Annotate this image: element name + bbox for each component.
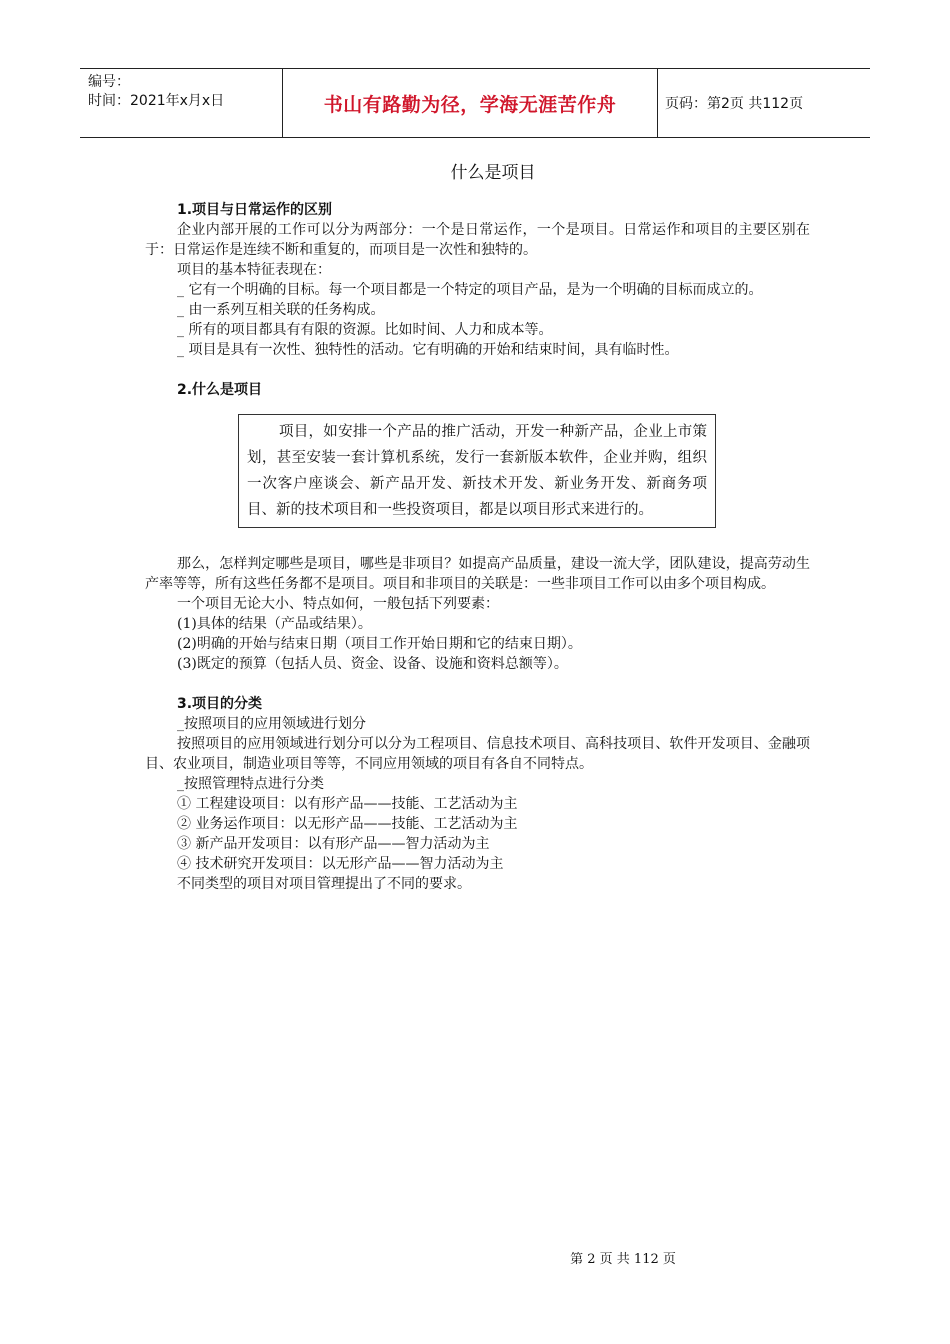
header-page-info: 页码：第2页 共112页 (665, 96, 804, 112)
number-label: 编号： (88, 74, 130, 90)
category-item: ① 工程建设项目：以有形产品——技能、工艺活动为主 (177, 796, 518, 812)
category-item: ③ 新产品开发项目：以有形产品——智力活动为主 (177, 836, 490, 852)
section1-bullet: _ 由一系列互相关联的任务构成。 (177, 302, 385, 318)
element-item: (1)具体的结果（产品或结果）。 (177, 616, 372, 632)
section3-subheading: _按照管理特点进行分类 (177, 776, 324, 792)
section1-paragraph: 企业内部开展的工作可以分为两部分：一个是日常运作，一个是项目。日常运作和项目的主要区别在于：日常运作是连续不断和重复的，而项目是一次性和独特的。 (145, 222, 810, 258)
element-item: (2)明确的开始与结束日期（项目工作开始日期和它的结束日期）。 (177, 636, 582, 652)
section3-closing: 不同类型的项目对项目管理提出了不同的要求。 (177, 876, 471, 892)
header-meta (88, 73, 278, 111)
section2-elements-intro: 一个项目无论大小、特点如何，一般包括下列要素： (177, 596, 499, 612)
section2-heading: 2.什么是项目 (177, 382, 263, 398)
project-definition-box: 项目，如安排一个产品的推广活动，开发一种新产品，企业上市策划，甚至安装一套计算机系统，发行一套新版本软件，企业并购，组织一次客户座谈会、新产品开发、新技术开发、新业务开发、新商务项目、新的技术项目和一些投资项目，都是以项目形式来进行的。 (238, 414, 716, 528)
element-item: (3)既定的预算（包括人员、资金、设备、设施和资料总额等）。 (177, 656, 568, 672)
section1-heading: 1.项目与日常运作的区别 (177, 202, 333, 218)
page-footer: 第 2 页 共 112 页 (570, 1252, 676, 1267)
section1-bullet: _ 项目是具有一次性、独特性的活动。它有明确的开始和结束时间，具有临时性。 (177, 342, 679, 358)
section3-paragraph: 按照项目的应用领域进行划分可以分为工程项目、信息技术项目、高科技项目、软件开发项目、金融项目、农业项目，制造业项目等等，不同应用领域的项目有各自不同特点。 (145, 736, 810, 772)
document-body (145, 200, 810, 894)
category-item: ④ 技术研究开发项目：以无形产品——智力活动为主 (177, 856, 504, 872)
page-header (80, 68, 870, 138)
section1-features-intro: 项目的基本特征表现在： (177, 262, 331, 278)
category-item: ② 业务运作项目：以无形产品——技能、工艺活动为主 (177, 816, 518, 832)
section1-bullet: _ 所有的项目都具有有限的资源。比如时间、人力和成本等。 (177, 322, 553, 338)
time-label: 时间：2021年x月x日 (88, 93, 225, 109)
section3-heading: 3.项目的分类 (177, 696, 263, 712)
section1-bullet: _ 它有一个明确的目标。每一个项目都是一个特定的项目产品，是为一个明确的目标而成立的。 (177, 282, 763, 298)
section2-paragraph: 那么，怎样判定哪些是项目，哪些是非项目？如提高产品质量，建设一流大学，团队建设，提高劳动生产率等等，所有这些任务都不是项目。项目和非项目的关联是：一些非项目工作可以由多个项目构成。 (145, 556, 810, 592)
document-title: 什么是项目 (450, 163, 536, 183)
section3-subheading: _按照项目的应用领域进行划分 (177, 716, 366, 732)
header-motto: 书山有路勤为径，学海无涯苦作舟 (282, 69, 658, 137)
